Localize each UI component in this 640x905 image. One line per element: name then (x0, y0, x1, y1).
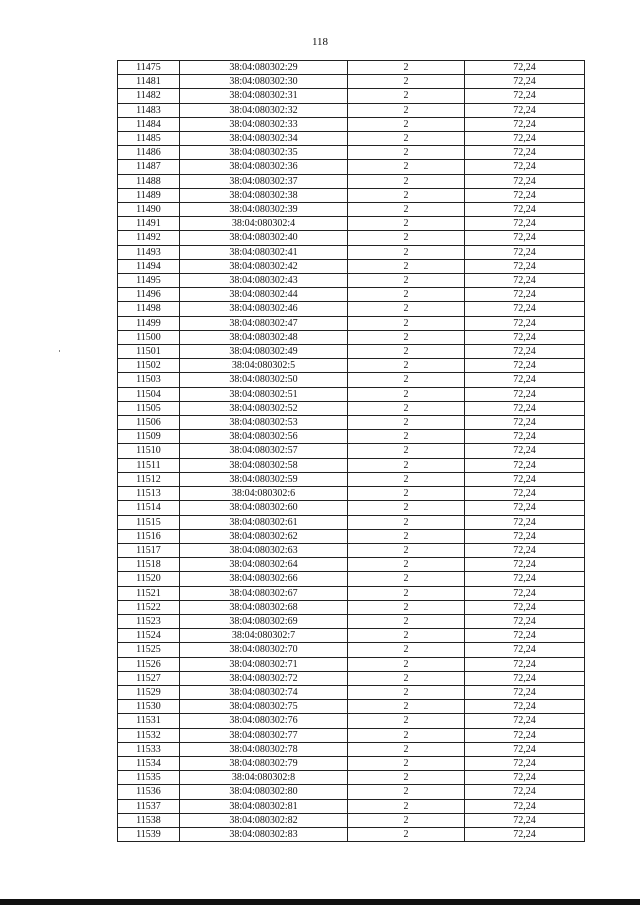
record-number-cell: 11516 (118, 529, 180, 543)
table-row (118, 217, 585, 231)
record-number-cell: 11520 (118, 572, 180, 586)
table-row (118, 472, 585, 486)
table-row (118, 430, 585, 444)
record-number-cell: 11525 (118, 643, 180, 657)
record-number-cell: 11524 (118, 629, 180, 643)
quantity-cell: 2 (348, 515, 465, 529)
quantity-cell: 2 (348, 203, 465, 217)
record-number-cell: 11536 (118, 785, 180, 799)
cadastral-number-cell: 38:04:080302:77 (180, 728, 348, 742)
table-row (118, 600, 585, 614)
area-value-cell: 72,24 (465, 259, 585, 273)
cadastral-number-cell: 38:04:080302:30 (180, 75, 348, 89)
area-value-cell: 72,24 (465, 572, 585, 586)
quantity-cell: 2 (348, 543, 465, 557)
record-number-cell: 11537 (118, 799, 180, 813)
area-value-cell: 72,24 (465, 685, 585, 699)
area-value-cell: 72,24 (465, 231, 585, 245)
area-value-cell: 72,24 (465, 614, 585, 628)
table-row (118, 586, 585, 600)
table-row (118, 302, 585, 316)
area-value-cell: 72,24 (465, 714, 585, 728)
quantity-cell: 2 (348, 245, 465, 259)
record-number-cell: 11498 (118, 302, 180, 316)
quantity-cell: 2 (348, 685, 465, 699)
quantity-cell: 2 (348, 629, 465, 643)
area-value-cell: 72,24 (465, 586, 585, 600)
cadastral-number-cell: 38:04:080302:40 (180, 231, 348, 245)
record-number-cell: 11503 (118, 373, 180, 387)
record-number-cell: 11522 (118, 600, 180, 614)
area-value-cell: 72,24 (465, 799, 585, 813)
table-row (118, 288, 585, 302)
area-value-cell: 72,24 (465, 501, 585, 515)
area-value-cell: 72,24 (465, 671, 585, 685)
record-number-cell: 11482 (118, 89, 180, 103)
record-number-cell: 11510 (118, 444, 180, 458)
area-value-cell: 72,24 (465, 756, 585, 770)
record-number-cell: 11485 (118, 132, 180, 146)
quantity-cell: 2 (348, 132, 465, 146)
table-row (118, 245, 585, 259)
page-number: 118 (311, 36, 329, 48)
record-number-cell: 11488 (118, 174, 180, 188)
area-value-cell: 72,24 (465, 472, 585, 486)
record-number-cell: 11532 (118, 728, 180, 742)
area-value-cell: 72,24 (465, 657, 585, 671)
quantity-cell: 2 (348, 614, 465, 628)
cadastral-number-cell: 38:04:080302:47 (180, 316, 348, 330)
quantity-cell: 2 (348, 771, 465, 785)
table-row (118, 117, 585, 131)
area-value-cell: 72,24 (465, 700, 585, 714)
area-value-cell: 72,24 (465, 515, 585, 529)
quantity-cell: 2 (348, 117, 465, 131)
record-number-cell: 11481 (118, 75, 180, 89)
cadastral-number-cell: 38:04:080302:39 (180, 203, 348, 217)
table-row (118, 771, 585, 785)
table-row (118, 785, 585, 799)
quantity-cell: 2 (348, 316, 465, 330)
registry-table (117, 60, 585, 842)
area-value-cell: 72,24 (465, 274, 585, 288)
record-number-cell: 11531 (118, 714, 180, 728)
quantity-cell: 2 (348, 274, 465, 288)
quantity-cell: 2 (348, 288, 465, 302)
record-number-cell: 11500 (118, 330, 180, 344)
cadastral-number-cell: 38:04:080302:29 (180, 61, 348, 75)
quantity-cell: 2 (348, 714, 465, 728)
area-value-cell: 72,24 (465, 771, 585, 785)
cadastral-number-cell: 38:04:080302:31 (180, 89, 348, 103)
table-row (118, 89, 585, 103)
quantity-cell: 2 (348, 700, 465, 714)
table-row (118, 458, 585, 472)
area-value-cell: 72,24 (465, 529, 585, 543)
cadastral-number-cell: 38:04:080302:53 (180, 416, 348, 430)
cadastral-number-cell: 38:04:080302:37 (180, 174, 348, 188)
cadastral-number-cell: 38:04:080302:72 (180, 671, 348, 685)
quantity-cell: 2 (348, 259, 465, 273)
quantity-cell: 2 (348, 103, 465, 117)
quantity-cell: 2 (348, 302, 465, 316)
record-number-cell: 11533 (118, 742, 180, 756)
table-row (118, 316, 585, 330)
quantity-cell: 2 (348, 643, 465, 657)
area-value-cell: 72,24 (465, 600, 585, 614)
table-row (118, 61, 585, 75)
quantity-cell: 2 (348, 217, 465, 231)
area-value-cell: 72,24 (465, 785, 585, 799)
quantity-cell: 2 (348, 586, 465, 600)
table-row (118, 444, 585, 458)
quantity-cell: 2 (348, 330, 465, 344)
area-value-cell: 72,24 (465, 217, 585, 231)
cadastral-number-cell: 38:04:080302:69 (180, 614, 348, 628)
area-value-cell: 72,24 (465, 174, 585, 188)
table-row (118, 231, 585, 245)
record-number-cell: 11490 (118, 203, 180, 217)
quantity-cell: 2 (348, 529, 465, 543)
quantity-cell: 2 (348, 160, 465, 174)
area-value-cell: 72,24 (465, 416, 585, 430)
cadastral-number-cell: 38:04:080302:58 (180, 458, 348, 472)
cadastral-number-cell: 38:04:080302:5 (180, 359, 348, 373)
cadastral-number-cell: 38:04:080302:36 (180, 160, 348, 174)
record-number-cell: 11492 (118, 231, 180, 245)
table-row (118, 629, 585, 643)
cadastral-number-cell: 38:04:080302:64 (180, 558, 348, 572)
cadastral-number-cell: 38:04:080302:38 (180, 188, 348, 202)
cadastral-number-cell: 38:04:080302:50 (180, 373, 348, 387)
registry-table-body (118, 61, 585, 842)
table-row (118, 487, 585, 501)
cadastral-number-cell: 38:04:080302:66 (180, 572, 348, 586)
table-row (118, 700, 585, 714)
quantity-cell: 2 (348, 558, 465, 572)
table-row (118, 345, 585, 359)
record-number-cell: 11534 (118, 756, 180, 770)
quantity-cell: 2 (348, 501, 465, 515)
quantity-cell: 2 (348, 472, 465, 486)
area-value-cell: 72,24 (465, 132, 585, 146)
cadastral-number-cell: 38:04:080302:57 (180, 444, 348, 458)
quantity-cell: 2 (348, 387, 465, 401)
table-row (118, 160, 585, 174)
table-row (118, 813, 585, 827)
quantity-cell: 2 (348, 416, 465, 430)
area-value-cell: 72,24 (465, 302, 585, 316)
table-row (118, 756, 585, 770)
table-row (118, 714, 585, 728)
quantity-cell: 2 (348, 671, 465, 685)
cadastral-number-cell: 38:04:080302:42 (180, 259, 348, 273)
record-number-cell: 11514 (118, 501, 180, 515)
area-value-cell: 72,24 (465, 75, 585, 89)
area-value-cell: 72,24 (465, 330, 585, 344)
quantity-cell: 2 (348, 61, 465, 75)
quantity-cell: 2 (348, 444, 465, 458)
record-number-cell: 11499 (118, 316, 180, 330)
cadastral-number-cell: 38:04:080302:46 (180, 302, 348, 316)
area-value-cell: 72,24 (465, 629, 585, 643)
cadastral-number-cell: 38:04:080302:32 (180, 103, 348, 117)
quantity-cell: 2 (348, 799, 465, 813)
table-row (118, 188, 585, 202)
quantity-cell: 2 (348, 75, 465, 89)
record-number-cell: 11511 (118, 458, 180, 472)
area-value-cell: 72,24 (465, 288, 585, 302)
quantity-cell: 2 (348, 827, 465, 841)
table-row (118, 614, 585, 628)
area-value-cell: 72,24 (465, 345, 585, 359)
cadastral-number-cell: 38:04:080302:49 (180, 345, 348, 359)
cadastral-number-cell: 38:04:080302:44 (180, 288, 348, 302)
cadastral-number-cell: 38:04:080302:35 (180, 146, 348, 160)
record-number-cell: 11513 (118, 487, 180, 501)
record-number-cell: 11526 (118, 657, 180, 671)
cadastral-number-cell: 38:04:080302:7 (180, 629, 348, 643)
quantity-cell: 2 (348, 813, 465, 827)
quantity-cell: 2 (348, 742, 465, 756)
quantity-cell: 2 (348, 89, 465, 103)
record-number-cell: 11501 (118, 345, 180, 359)
cadastral-number-cell: 38:04:080302:6 (180, 487, 348, 501)
table-row (118, 174, 585, 188)
quantity-cell: 2 (348, 657, 465, 671)
table-row (118, 543, 585, 557)
table-row (118, 359, 585, 373)
quantity-cell: 2 (348, 231, 465, 245)
cadastral-number-cell: 38:04:080302:81 (180, 799, 348, 813)
quantity-cell: 2 (348, 756, 465, 770)
quantity-cell: 2 (348, 728, 465, 742)
table-row (118, 657, 585, 671)
record-number-cell: 11521 (118, 586, 180, 600)
area-value-cell: 72,24 (465, 103, 585, 117)
table-row (118, 75, 585, 89)
record-number-cell: 11475 (118, 61, 180, 75)
record-number-cell: 11530 (118, 700, 180, 714)
record-number-cell: 11505 (118, 401, 180, 415)
record-number-cell: 11489 (118, 188, 180, 202)
cadastral-number-cell: 38:04:080302:68 (180, 600, 348, 614)
area-value-cell: 72,24 (465, 359, 585, 373)
record-number-cell: 11529 (118, 685, 180, 699)
cadastral-number-cell: 38:04:080302:52 (180, 401, 348, 415)
record-number-cell: 11484 (118, 117, 180, 131)
cadastral-number-cell: 38:04:080302:8 (180, 771, 348, 785)
quantity-cell: 2 (348, 458, 465, 472)
area-value-cell: 72,24 (465, 543, 585, 557)
record-number-cell: 11494 (118, 259, 180, 273)
quantity-cell: 2 (348, 430, 465, 444)
record-number-cell: 11538 (118, 813, 180, 827)
table-row (118, 146, 585, 160)
cadastral-number-cell: 38:04:080302:56 (180, 430, 348, 444)
table-row (118, 103, 585, 117)
cadastral-number-cell: 38:04:080302:74 (180, 685, 348, 699)
cadastral-number-cell: 38:04:080302:76 (180, 714, 348, 728)
area-value-cell: 72,24 (465, 387, 585, 401)
record-number-cell: 11535 (118, 771, 180, 785)
cadastral-number-cell: 38:04:080302:70 (180, 643, 348, 657)
cadastral-number-cell: 38:04:080302:59 (180, 472, 348, 486)
table-row (118, 401, 585, 415)
cadastral-number-cell: 38:04:080302:82 (180, 813, 348, 827)
area-value-cell: 72,24 (465, 203, 585, 217)
area-value-cell: 72,24 (465, 558, 585, 572)
table-row (118, 685, 585, 699)
area-value-cell: 72,24 (465, 89, 585, 103)
record-number-cell: 11495 (118, 274, 180, 288)
quantity-cell: 2 (348, 785, 465, 799)
record-number-cell: 11506 (118, 416, 180, 430)
table-row (118, 799, 585, 813)
table-row (118, 132, 585, 146)
table-row (118, 827, 585, 841)
quantity-cell: 2 (348, 600, 465, 614)
record-number-cell: 11512 (118, 472, 180, 486)
record-number-cell: 11539 (118, 827, 180, 841)
cadastral-number-cell: 38:04:080302:48 (180, 330, 348, 344)
record-number-cell: 11504 (118, 387, 180, 401)
table-row (118, 529, 585, 543)
cadastral-number-cell: 38:04:080302:62 (180, 529, 348, 543)
quantity-cell: 2 (348, 401, 465, 415)
table-row (118, 515, 585, 529)
cadastral-number-cell: 38:04:080302:79 (180, 756, 348, 770)
cadastral-number-cell: 38:04:080302:51 (180, 387, 348, 401)
cadastral-number-cell: 38:04:080302:4 (180, 217, 348, 231)
area-value-cell: 72,24 (465, 373, 585, 387)
cadastral-number-cell: 38:04:080302:41 (180, 245, 348, 259)
record-number-cell: 11523 (118, 614, 180, 628)
record-number-cell: 11509 (118, 430, 180, 444)
cadastral-number-cell: 38:04:080302:60 (180, 501, 348, 515)
table-row (118, 387, 585, 401)
table-row (118, 274, 585, 288)
page-bottom-edge (0, 899, 640, 905)
table-row (118, 203, 585, 217)
cadastral-number-cell: 38:04:080302:71 (180, 657, 348, 671)
quantity-cell: 2 (348, 146, 465, 160)
area-value-cell: 72,24 (465, 188, 585, 202)
area-value-cell: 72,24 (465, 458, 585, 472)
table-row (118, 259, 585, 273)
area-value-cell: 72,24 (465, 813, 585, 827)
record-number-cell: 11515 (118, 515, 180, 529)
cadastral-number-cell: 38:04:080302:83 (180, 827, 348, 841)
cadastral-number-cell: 38:04:080302:61 (180, 515, 348, 529)
area-value-cell: 72,24 (465, 316, 585, 330)
scan-speck (59, 350, 60, 352)
record-number-cell: 11517 (118, 543, 180, 557)
area-value-cell: 72,24 (465, 401, 585, 415)
quantity-cell: 2 (348, 345, 465, 359)
area-value-cell: 72,24 (465, 146, 585, 160)
record-number-cell: 11527 (118, 671, 180, 685)
table-row (118, 373, 585, 387)
quantity-cell: 2 (348, 359, 465, 373)
record-number-cell: 11496 (118, 288, 180, 302)
area-value-cell: 72,24 (465, 117, 585, 131)
cadastral-number-cell: 38:04:080302:34 (180, 132, 348, 146)
quantity-cell: 2 (348, 174, 465, 188)
area-value-cell: 72,24 (465, 728, 585, 742)
table-row (118, 671, 585, 685)
table-row (118, 643, 585, 657)
area-value-cell: 72,24 (465, 487, 585, 501)
area-value-cell: 72,24 (465, 61, 585, 75)
area-value-cell: 72,24 (465, 430, 585, 444)
quantity-cell: 2 (348, 373, 465, 387)
quantity-cell: 2 (348, 572, 465, 586)
table-row (118, 742, 585, 756)
table-row (118, 558, 585, 572)
area-value-cell: 72,24 (465, 643, 585, 657)
table-row (118, 330, 585, 344)
area-value-cell: 72,24 (465, 245, 585, 259)
record-number-cell: 11493 (118, 245, 180, 259)
record-number-cell: 11487 (118, 160, 180, 174)
cadastral-number-cell: 38:04:080302:43 (180, 274, 348, 288)
cadastral-number-cell: 38:04:080302:33 (180, 117, 348, 131)
cadastral-number-cell: 38:04:080302:67 (180, 586, 348, 600)
cadastral-number-cell: 38:04:080302:78 (180, 742, 348, 756)
cadastral-number-cell: 38:04:080302:63 (180, 543, 348, 557)
area-value-cell: 72,24 (465, 827, 585, 841)
cadastral-number-cell: 38:04:080302:75 (180, 700, 348, 714)
record-number-cell: 11483 (118, 103, 180, 117)
table-row (118, 728, 585, 742)
area-value-cell: 72,24 (465, 444, 585, 458)
cadastral-number-cell: 38:04:080302:80 (180, 785, 348, 799)
quantity-cell: 2 (348, 188, 465, 202)
table-row (118, 572, 585, 586)
area-value-cell: 72,24 (465, 160, 585, 174)
table-row (118, 416, 585, 430)
record-number-cell: 11486 (118, 146, 180, 160)
table-row (118, 501, 585, 515)
record-number-cell: 11518 (118, 558, 180, 572)
area-value-cell: 72,24 (465, 742, 585, 756)
quantity-cell: 2 (348, 487, 465, 501)
record-number-cell: 11491 (118, 217, 180, 231)
record-number-cell: 11502 (118, 359, 180, 373)
